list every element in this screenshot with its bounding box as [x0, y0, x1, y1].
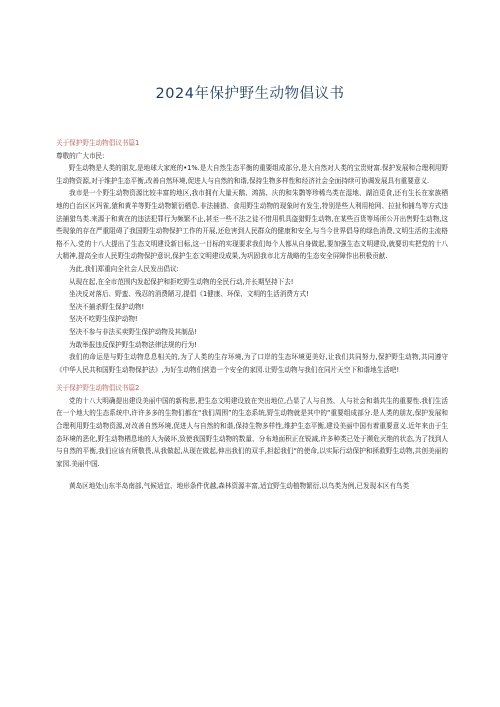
document-body	[56, 137, 448, 493]
pledge-item: 坚决不吃野生保护动物!	[69, 315, 138, 324]
paragraph: 野生动物是人类的朋友,是地球大家庭的•1%.是大自然生态平衡的重要组成部分,是大自然对人类的宝贵财富.保护发展和合理利用野生动物资源,对于维护生态平衡,改善自然环境,促进人与自然的和谐,保持生物多样性和经济社会全面持续可协调发展具有重要意义.	[56, 164, 448, 185]
call-to-action: 为此,我们郑重向全社会人民发出倡议:	[69, 264, 179, 273]
document-title: 2024年保护野生动物倡议书	[155, 86, 345, 102]
pledge-item: 坚决不捕杀野生保护动物!	[69, 302, 145, 311]
spacer	[56, 470, 448, 480]
paragraph: 党的十八大明确提出建设美丽中国的新构思,把生态文明建设放在突出地位,凸显了人与自然、人与社会和谐共生的重要性.我们生活在一个地大的生态系统中,许许多多的生物们都在“我们周围”的生态系统,野生动物就是其中的“重要组成部分.是人类的朋友,保护发展和合理利用野生动物资源,对改善自然环境,促进人与自然的和谐,保持生物多样性,维护生态平衡,建设美丽中国有着重要意义.近年来由于生态环境的恶化,野生动物栖息地的人为破坏,致使我国野生动物的数量、分布地面积正在锐减,许多种类已处于濒危灭绝的状态,为了找到人与自然的平衡,我们应该有所敬畏,从我做起,从现在做起,伸出我们的双手,担起我们“的使命,以实际行动保护和拯救野生动物,共创美丽的家园.美丽中国.	[56, 396, 448, 468]
paragraph: 黄岛区地处山东半岛南部,气候适宜、地形条件优越,森林资源丰富,适宜野生动植物繁衍,以鸟类为例,已发现本区有鸟类	[69, 482, 410, 491]
pledge-item: 坚决不参与非法买卖野生保护动物及其制品!	[69, 327, 197, 336]
paragraph: 我市是一个野生动物资源比较丰富的地区,我市拥有大量天鹅、鸿鹄、庆的和朱鹮等珍稀鸟类在湿地、湖泊觅食,还有生长在家族栖地的白治区区玛雀,猿和黄羊等野生动物繁衍栖息.非法捕猎、食用野生动物的现象时有发生,特别是些人利用枪网、拉扯和捕鸟等方式违法捕猎鸟类.来源于和黄在的违法犯罪行为频繁不止,甚至一些不法之徒不惜用机具盗猎野生动物,在某些百货等场所公开出售野生动物,这些现象的存在严重阻碍了我国野生动物保护工作的开展,还危害到人民群众的健康和安全,与当今世界倡导的绿色消费,文明生活的主流格格不入.党的十八大提出了生态文明建设新目标,这一目标的实现要求我们每个人都从自身做起,要加强生态文明建设,就要切实把党的十八大精神,提高全市人民野生动物保护意识,保护生态文明建设成果,为巩固我市北方战略的生态安全屏障作出积极贡献.	[56, 189, 448, 261]
pledge-item: 为敢举报违反保护野生动物法律法规的行为!	[69, 340, 197, 349]
closing-paragraph: 我们的命运是与野生动物息息相关的,为了人类的生存环境,为了口岸的生态环境更美好,让我们共同努力,保护野生动物,共同遵守《中华人民共和国野生动物保护法》,为好生动物们营造一个安全的家园.让野生动物与我们在同片天空下和谐地生活吧!	[56, 353, 448, 374]
section-heading-1: 关于保护野生动物倡议书篇1	[56, 139, 140, 147]
salutation: 尊敬的广大市民:	[56, 151, 105, 160]
pledge-item: 从现在起,在全市范围内发起保护和拒吃野生动物的全民行动,并长期坚持下去!	[69, 277, 294, 286]
section-heading-2: 关于保护野生动物倡议书篇2	[56, 384, 140, 393]
pledge-item: 坐决反对落后、野蛮、残忍的消费陋习,提倡《1健康、环保、文明的生活消费方式!	[69, 290, 309, 299]
